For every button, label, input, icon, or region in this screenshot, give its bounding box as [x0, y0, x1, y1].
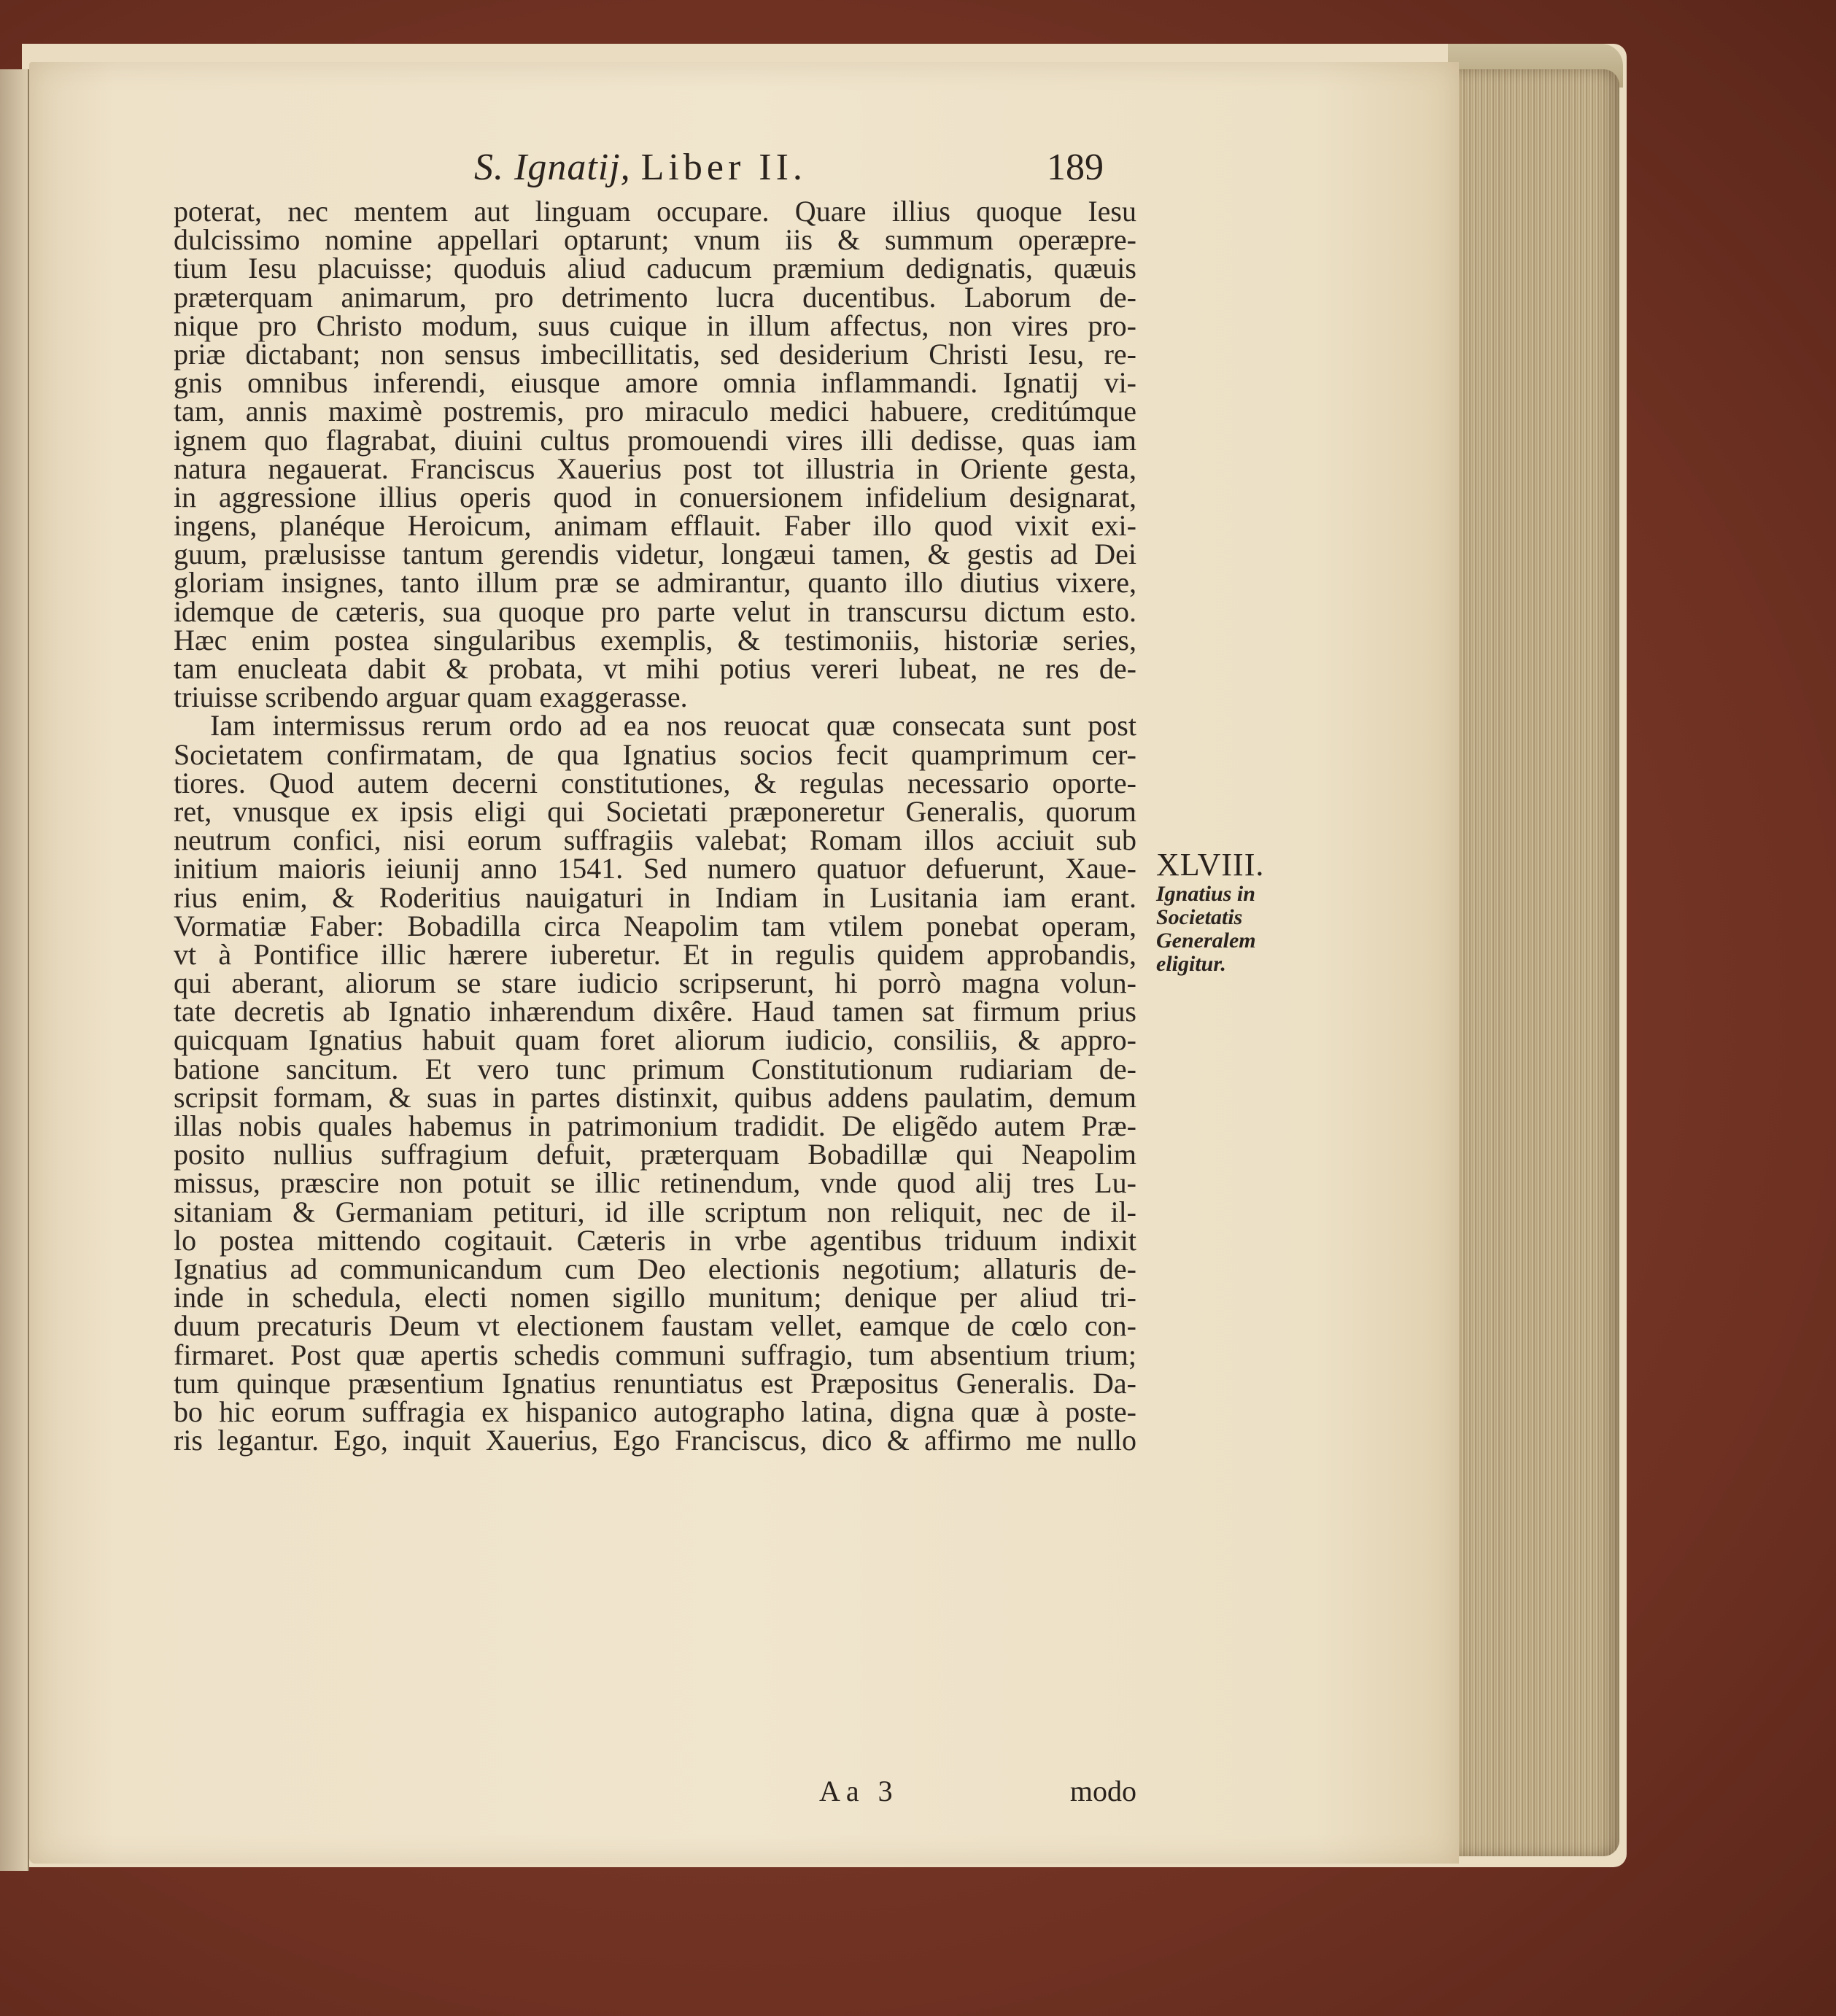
text-line: Societatem confirmatam, de qua Ignatius socios fecit quamprimum cer-: [174, 737, 1136, 771]
text-line: Vormatiæ Faber: Bobadilla circa Neapolim tam vtilem ponebat operam,: [174, 909, 1136, 942]
page-edges: [1448, 69, 1619, 1856]
running-title-caps: Liber II.: [640, 147, 807, 188]
text-line: tum quinque præsentium Ignatius renuntiatus est Præpositus Generalis. Da-: [174, 1366, 1136, 1400]
text-line: poterat, nec mentem aut linguam occupare. Quare illius quoque Iesu: [174, 195, 1136, 228]
text-line: ingens, planéque Heroicum, animam efflauit. Faber illo quod vixit exi-: [174, 509, 1136, 543]
running-title: [474, 146, 807, 189]
margin-note: [1156, 847, 1265, 976]
text-line: inde in schedula, electi nomen sigillo munitum; denique per aliud tri-: [174, 1281, 1136, 1314]
text-line: gnis omnibus inferendi, eiusque amore omnia inflammandi. Ignatij vi-: [174, 366, 1136, 400]
text-line: Iam intermissus rerum ordo ad ea nos reuocat quæ consecata sunt post: [210, 709, 1136, 743]
text-line: nique pro Christo modum, suus cuique in illum affectus, non vires pro-: [174, 309, 1136, 342]
margin-note-line: eligitur.: [1156, 952, 1226, 976]
left-page-edge: [0, 69, 29, 1871]
text-line: bo hic eorum suffragia ex hispanico autographo latina, digna quæ à poste-: [174, 1395, 1136, 1428]
text-line: idemque de cæteris, sua quoque pro parte velut in transcursu dictum esto.: [174, 594, 1136, 628]
page-number: 189: [1047, 147, 1104, 188]
text-line: duum precaturis Deum vt electionem faustam vellet, eamque de cœlo con-: [174, 1309, 1136, 1343]
catchword: modo: [1069, 1775, 1136, 1807]
text-line: missus, præscire non potuit se illic retinendum, vnde quod alij tres Lu-: [174, 1166, 1136, 1200]
running-header: [175, 146, 1138, 198]
text-line: illas nobis quales habemus in patrimonium tradidit. De eligẽdo autem Præ-: [174, 1109, 1136, 1142]
margin-note-number: XLVIII.: [1156, 847, 1265, 883]
text-line: quicquam Ignatius habuit quam foret aliorum iudicio, consiliis, & appro-: [174, 1023, 1136, 1057]
running-title-italic: S. Ignatij,: [474, 147, 631, 188]
text-line: ret, vnusque ex ipsis eligi qui Societati præponeretur Generalis, quorum: [174, 794, 1136, 828]
text-line: lo postea mittendo cogitauit. Cæteris in vrbe agentibus triduum indixit: [174, 1223, 1136, 1257]
text-line: initium maioris ieiunij anno 1541. Sed numero quatuor defuerunt, Xaue-: [174, 852, 1136, 885]
text-line: priæ dictabant; non sensus imbecillitatis, sed desiderium Christi Iesu, re-: [174, 337, 1136, 371]
text-line: firmaret. Post quæ apertis schedis communi suffragio, tum absentium trium;: [174, 1338, 1136, 1371]
text-line: tam enucleata dabit & probata, vt mihi potius vereri lubeat, ne res de-: [174, 652, 1136, 685]
margin-note-line: Societatis: [1156, 905, 1243, 929]
text-line: guum, prælusisse tantum gerendis videtur, longæui tamen, & gestis ad Dei: [174, 538, 1136, 571]
text-line: scripsit formam, & suas in partes distinxit, quibus addens paulatim, demum: [174, 1080, 1136, 1114]
text-line: gloriam insignes, tanto illum præ se admirantur, quanto illo diutius vixere,: [174, 566, 1136, 600]
text-line: tium Iesu placuisse; quoduis aliud caducum præmium dedignatis, quæuis: [174, 252, 1136, 285]
text-line: batione sancitum. Et vero tunc primum Constitutionum rudiariam de-: [174, 1052, 1136, 1085]
page-footer: [174, 1774, 1136, 1809]
text-line: posito nullius suffragium defuit, præterquam Bobadillæ qui Neapolim: [174, 1138, 1136, 1171]
text-line: natura negauerat. Franciscus Xauerius post tot illustria in Oriente gesta,: [174, 451, 1136, 485]
text-line: in aggressione illius operis quod in conuersionem infidelium designarat,: [174, 480, 1136, 513]
signature-mark: Aa 3: [819, 1775, 899, 1807]
margin-note-line: Generalem: [1156, 928, 1256, 953]
body-text: [174, 195, 1136, 1457]
text-line: præterquam animarum, pro detrimento lucra ducentibus. Laborum de-: [174, 280, 1136, 314]
text-line: neutrum confici, nisi eorum suffragiis valebat; Romam illos acciuit sub: [174, 823, 1136, 857]
text-line: rius enim, & Roderitius nauigaturi in Indiam in Lusitania iam erant.: [174, 880, 1136, 914]
text-line: triuisse scribendo arguar quam exaggerasse.: [174, 681, 688, 714]
text-line: Hæc enim postea singularibus exemplis, & testimoniis, historiæ series,: [174, 623, 1136, 656]
text-line: qui aberant, aliorum se stare iudicio scripserunt, hi porrò magna volun-: [174, 966, 1136, 1000]
text-line: dulcissimo nomine appellari optarunt; vnum iis & summum operæpre-: [174, 223, 1136, 257]
text-line: ris legantur. Ego, inquit Xauerius, Ego Franciscus, dico & affirmo me nullo: [174, 1424, 1136, 1457]
text-line: tiores. Quod autem decerni constitutiones, & regulas necessario oporte-: [174, 766, 1136, 799]
text-line: tam, annis maximè postremis, pro miraculo medici habuere, creditúmque: [174, 395, 1136, 428]
margin-note-line: Ignatius in: [1156, 882, 1255, 906]
text-line: Ignatius ad communicandum cum Deo electionis negotium; allaturis de-: [174, 1252, 1136, 1285]
text-line: tate decretis ab Ignatio inhærendum dixêre. Haud tamen sat firmum prius: [174, 995, 1136, 1028]
text-line: vt à Pontifice illic hærere iuberetur. Et in regulis quidem approbandis,: [174, 937, 1136, 971]
text-line: ignem quo flagrabat, diuini cultus promouendi vires illi dedisse, quas iam: [174, 423, 1136, 457]
text-line: sitaniam & Germaniam petituri, id ille scriptum non reliquit, nec de il-: [174, 1195, 1136, 1228]
